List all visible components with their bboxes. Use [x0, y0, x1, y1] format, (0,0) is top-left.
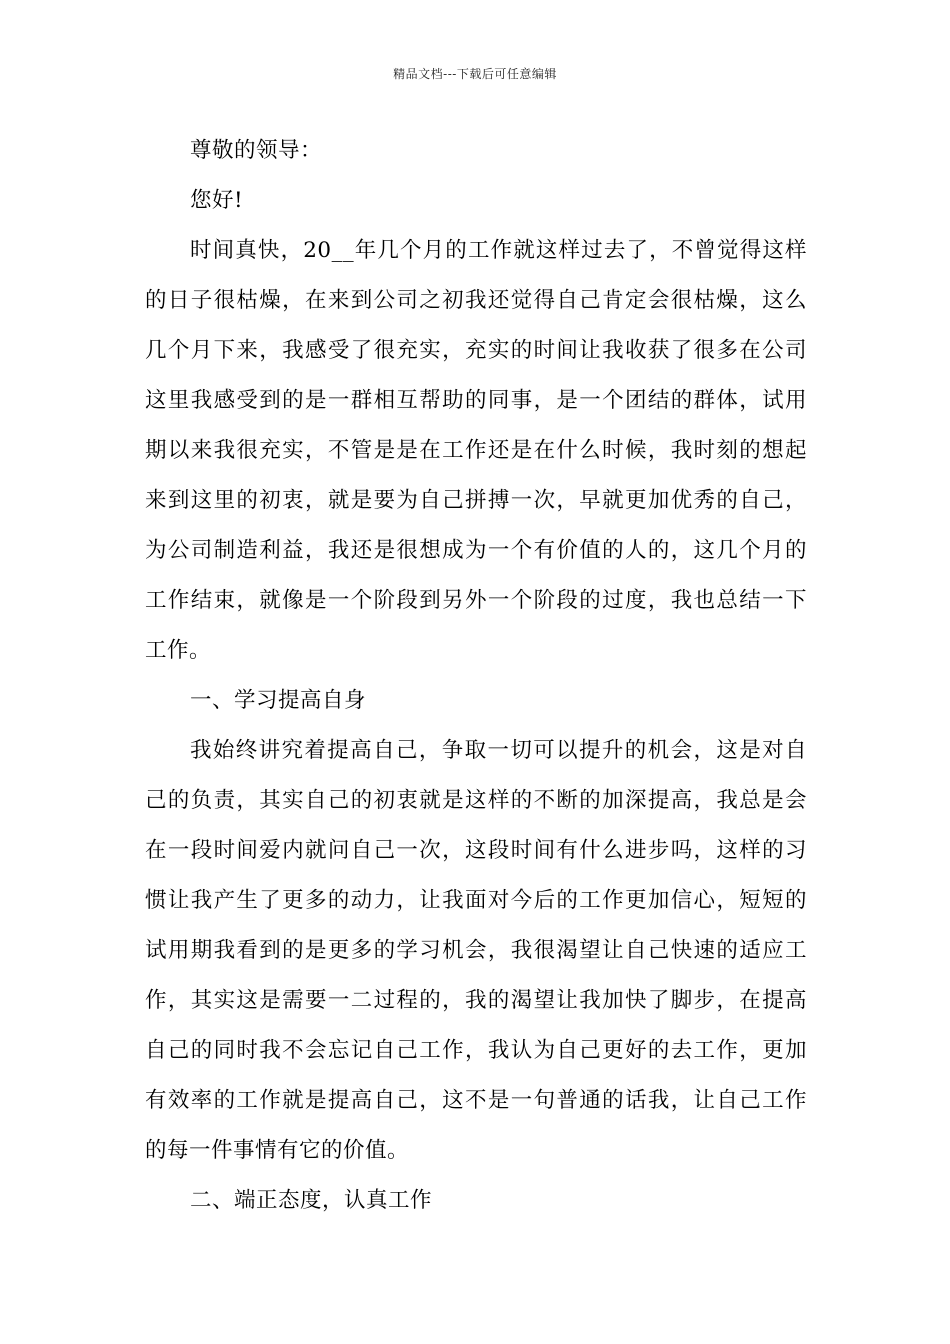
section-heading: 二、端正态度，认真工作: [190, 1188, 433, 1213]
paragraph-line: 几个月下来，我感受了很充实，充实的时间让我收获了很多在公司: [145, 338, 807, 363]
paragraph-line: 为公司制造利益，我还是很想成为一个有价值的人的，这几个月的: [145, 538, 807, 563]
paragraph-line: 工作结束，就像是一个阶段到另外一个阶段的过度，我也总结一下: [145, 588, 807, 613]
salutation: 尊敬的领导：: [190, 138, 323, 163]
paragraph-line: 的日子很枯燥，在来到公司之初我还觉得自己肯定会很枯燥，这么: [145, 288, 807, 313]
paragraph-line: 工作。: [145, 638, 212, 663]
paragraph-line: 试用期我看到的是更多的学习机会，我很渴望让自己快速的适应工: [145, 938, 807, 963]
page-header: 精品文档---下载后可任意编辑: [393, 67, 557, 81]
letter-body: [145, 0, 807, 1344]
greeting: 您好!: [190, 188, 244, 213]
paragraph-line: 有效率的工作就是提高自己，这不是一句普通的话我，让自己工作: [145, 1088, 807, 1113]
paragraph-line: 自己的同时我不会忘记自己工作，我认为自己更好的去工作，更加: [145, 1038, 807, 1063]
paragraph-line: 作，其实这是需要一二过程的，我的渴望让我加快了脚步，在提高: [145, 988, 807, 1013]
paragraph-line: 我始终讲究着提高自己，争取一切可以提升的机会，这是对自: [190, 738, 807, 763]
paragraph-line: 惯让我产生了更多的动力，让我面对今后的工作更加信心，短短的: [145, 888, 807, 913]
section-heading: 一、学习提高自身: [190, 688, 367, 713]
paragraph-line: 在一段时间爱内就问自己一次，这段时间有什么进步吗，这样的习: [145, 838, 807, 863]
paragraph-line: 来到这里的初衷，就是要为自己拼搏一次，早就更加优秀的自己，: [145, 488, 807, 513]
paragraph-line: 时间真快，20__年几个月的工作就这样过去了，不曾觉得这样: [190, 238, 807, 263]
paragraph-line: 期以来我很充实，不管是是在工作还是在什么时候，我时刻的想起: [145, 438, 807, 463]
paragraph-line: 己的负责，其实自己的初衷就是这样的不断的加深提高，我总是会: [145, 788, 807, 813]
paragraph-line: 这里我感受到的是一群相互帮助的同事，是一个团结的群体，试用: [145, 388, 807, 413]
paragraph-line: 的每一件事情有它的价值。: [145, 1138, 410, 1163]
